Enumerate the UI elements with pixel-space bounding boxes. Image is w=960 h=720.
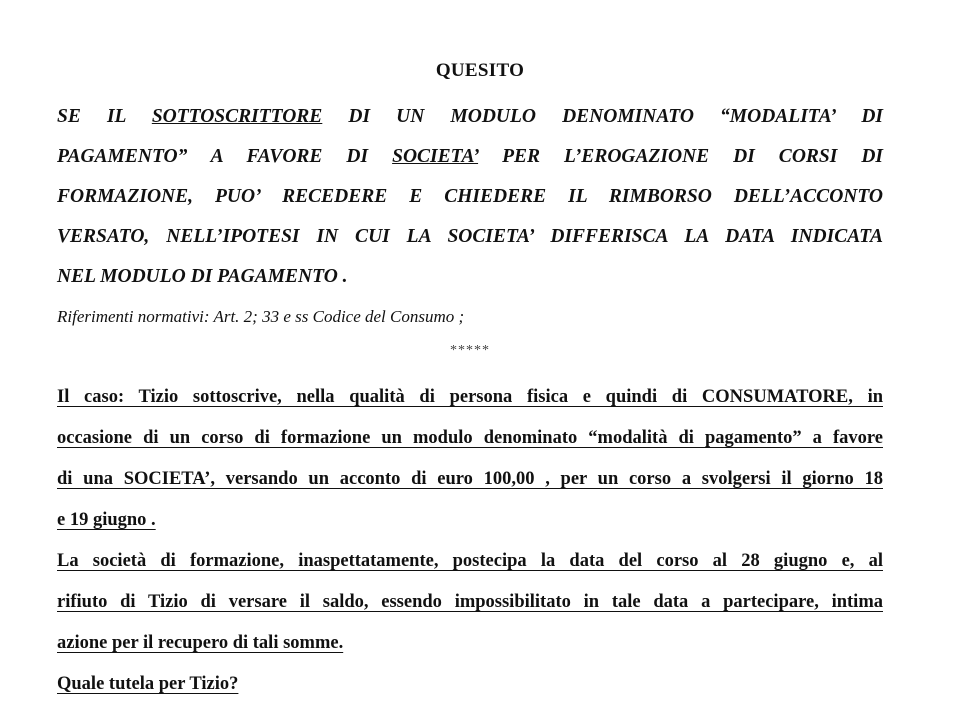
legal-references: Riferimenti normativi: Art. 2; 33 e ss Codice del Consumo ; (57, 307, 465, 326)
question-line: SE IL SOTTOSCRITTORE DI UN MODULO DENOMINATO “MODALITA’ DI (57, 106, 883, 127)
case-line: di una SOCIETA’, versando un acconto di euro 100,00 , per un corso a svolgersi il giorno 18 (57, 469, 883, 489)
case-line: rifiuto di Tizio di versare il saldo, essendo impossibilitato in tale data a partecipare, intima (57, 592, 883, 612)
case-line: e 19 giugno . (57, 510, 156, 530)
underlined-term: SOTTOSCRITTORE (151, 106, 323, 127)
section-separator: ***** (450, 343, 490, 358)
question-text (57, 97, 883, 297)
page-title: QUESITO (435, 60, 525, 81)
question-line: NEL MODULO DI PAGAMENTO . (57, 266, 348, 287)
case-line: occasione di un corso di formazione un modulo denominato “modalità di pagamento” a favore (57, 428, 883, 448)
question-line: PAGAMENTO” A FAVORE DI SOCIETA’ PER L’EROGAZIONE DI CORSI DI (57, 146, 883, 167)
case-line: azione per il recupero di tali somme. (57, 633, 344, 653)
underlined-term: SOCIETA’ (392, 146, 479, 167)
case-line: La società di formazione, inaspettatamente, postecipa la data del corso al 28 giugno e, al (57, 551, 883, 571)
question-line: FORMAZIONE, PUO’ RECEDERE E CHIEDERE IL RIMBORSO DELL’ACCONTO (57, 186, 883, 207)
question-line: VERSATO, NELL’IPOTESI IN CUI LA SOCIETA’ DIFFERISCA LA DATA INDICATA (57, 226, 883, 247)
case-description (57, 382, 883, 710)
case-line: Il caso: Tizio sottoscrive, nella qualità di persona fisica e quindi di CONSUMATORE, in (57, 387, 883, 407)
case-question: Quale tutela per Tizio? (57, 674, 239, 694)
